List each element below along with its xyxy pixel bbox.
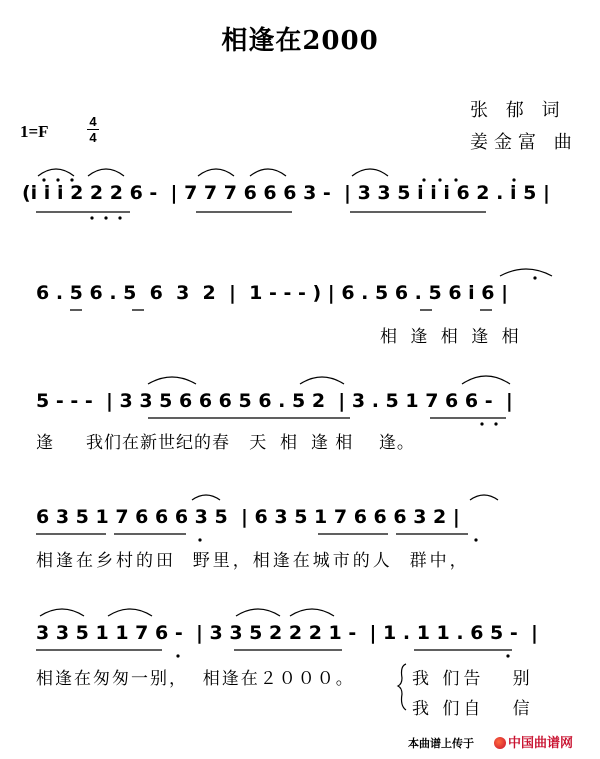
- site-logo: [494, 732, 573, 751]
- notation-line-5: 3 3 5 1 1 7 6 - | 3 3 5 2 2 2 1 - | 1 . 1 1 . 6 5 - |: [36, 622, 538, 644]
- score-title: 相逢在2000: [221, 26, 379, 56]
- notation-line-4: 6 3 5 1 7 6 6 6 3 5 | 6 3 5 1 7 6 6 6 3 2 |: [36, 506, 460, 528]
- logo-text: 中国曲谱网: [508, 736, 574, 751]
- lyric-line-4: 相逢在乡村的田 野里，相逢在城市的人 群中，: [36, 551, 470, 571]
- lyricist-credit: 张 郁 词: [470, 100, 566, 121]
- lyric-line-3: 逢 我们在新世纪的春 天 相 逢 相 逢。: [36, 433, 415, 453]
- time-bottom: 4: [89, 130, 97, 145]
- lyric-line-2: 相 逢 相 逢 相: [380, 327, 523, 347]
- lyric-verse-2: 我 们自 信: [412, 699, 534, 719]
- lyric-line-5: 相逢在匆匆一别， 相逢在２０００。: [36, 669, 355, 689]
- time-top: 4: [89, 114, 97, 129]
- composer-credit: 姜金富 曲: [470, 132, 578, 153]
- notation-line-3: 5 - - - | 3 3 5 6 6 6 5 6 . 5 2 | 3 . 5 1 7 6 6 - |: [36, 390, 513, 412]
- key-signature: 1=F: [20, 122, 49, 141]
- notation-line-2: 6 . 5 6 . 5 6 3 2 | 1 - - - ) | 6 . 5 6 . 5 6 i 6 |: [36, 282, 509, 304]
- notation-line-1: (i i i 2 2 2 6 - | 7 7 7 6 6 6 3 - | 3 3 5 i i i 6 2 . i 5 |: [22, 182, 550, 204]
- footer-upload-text: 本曲谱上传于: [408, 737, 474, 750]
- logo-icon: [494, 737, 506, 749]
- lyric-verse-1: 我 们告 别: [412, 669, 534, 689]
